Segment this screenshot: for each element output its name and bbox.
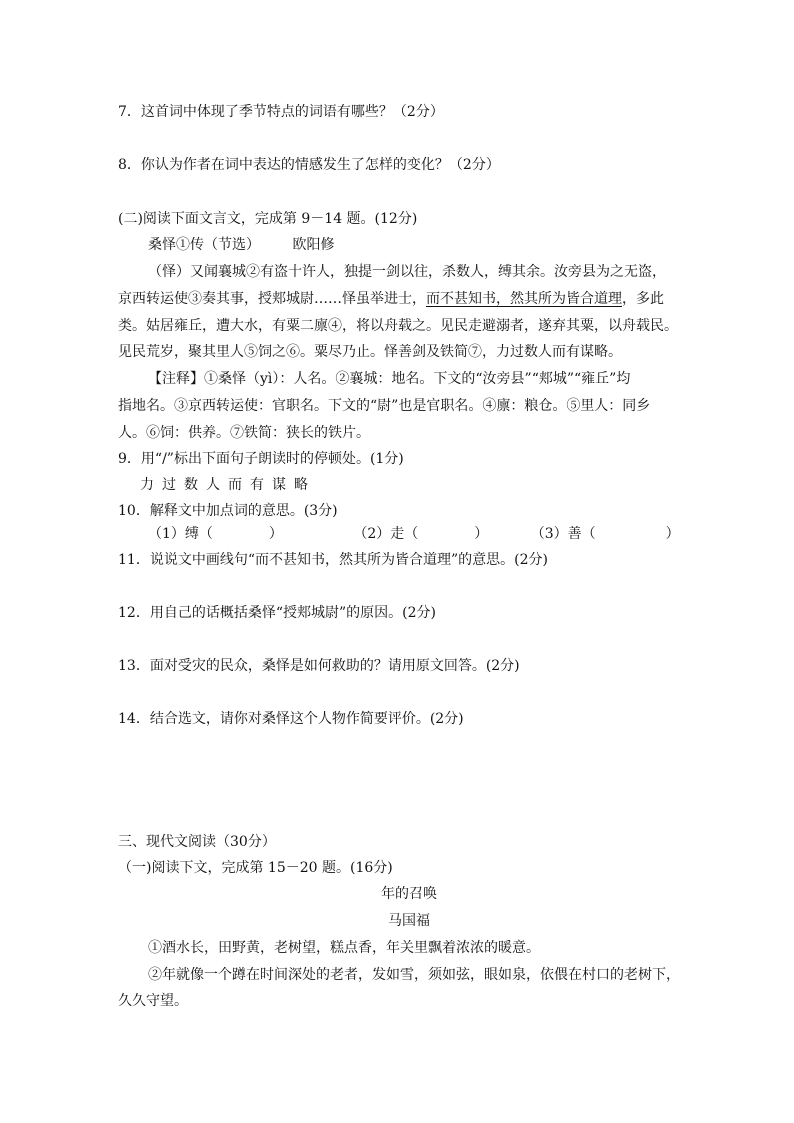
annotation-line: 【注释】①桑怿（yì）：人名。②襄城：地名。下文的“汝旁县”“郏城”“雍丘”均 xyxy=(148,371,631,387)
classical-text-line: 类。姑居雍丘，遭大水，有粟二廪④，将以舟载之。见民走避溺者，遂弃其粟，以舟载民。 xyxy=(118,318,678,334)
q10-item-1-label: （1）缚（ xyxy=(148,526,213,542)
classical-text-segment: ，多此 xyxy=(622,291,664,307)
underlined-sentence: 而不甚知书，然其所为皆合道理 xyxy=(426,291,622,307)
question-9: 9．用“/”标出下面句子朗读时的停顿处。(1分) xyxy=(118,451,404,467)
q10-item-3-label: （3）善（ xyxy=(530,526,596,542)
question-12: 12．用自己的话概括桑怿“授郏城尉”的原因。(2分) xyxy=(118,605,436,621)
essay-title: 年的召唤 xyxy=(381,886,437,902)
q10-item-1-close: ） xyxy=(268,526,283,542)
annotation-line: 人。⑥饲：供养。⑦铁简：狭长的铁片。 xyxy=(118,425,370,441)
essay-paragraph-2-line: 久久守望。 xyxy=(118,993,188,1009)
classical-text-line xyxy=(118,289,664,309)
question-13: 13．面对受灾的民众，桑怿是如何救助的？请用原文回答。(2分) xyxy=(118,658,520,674)
classical-text-line: 见民荒岁，聚其里人⑤饲之⑥。粟尽乃止。怿善剑及铁简⑦，力过数人而有谋略。 xyxy=(118,344,622,360)
annotation-line: 指地名。③京西转运使：官职名。下文的“尉”也是官职名。④廪：粮仓。⑤里人：同乡 xyxy=(118,398,651,414)
question-9-sentence: 力过数人而有谋略 xyxy=(140,477,316,493)
section2-heading: (二)阅读下面文言文，完成第 9－14 题。(12分) xyxy=(118,211,418,227)
classical-author: 欧阳修 xyxy=(292,237,335,253)
question-14: 14．结合选文，请你对桑怿这个人物作简要评价。(2分) xyxy=(118,711,464,727)
question-11: 11．说说文中画线句“而不甚知书，然其所为皆合道理”的意思。(2分) xyxy=(118,552,548,568)
question-8: 8．你认为作者在词中表达的情感发生了怎样的变化？（2分） xyxy=(118,157,500,173)
classical-title: 桑怿①传（节选） xyxy=(148,237,260,253)
q10-item-2-close: ） xyxy=(474,526,489,542)
q10-item-2-label: （2）走（ xyxy=(353,526,419,542)
classical-title-line xyxy=(148,235,334,255)
classical-text-line: （怿）又闻襄城②有盗十许人，独提一剑以往，杀数人，缚其余。汝旁县为之无盗， xyxy=(148,264,666,280)
essay-author: 马国福 xyxy=(388,913,430,929)
q10-item-3-close: ） xyxy=(665,526,680,542)
question-10-answer-row xyxy=(148,524,680,544)
section3-heading: 三、现代文阅读（30分） xyxy=(118,834,276,850)
question-10: 10．解释文中加点词的意思。(3分) xyxy=(118,503,338,519)
question-7: 7．这首词中体现了季节特点的词语有哪些？（2分） xyxy=(118,104,444,120)
classical-text-segment: 京西转运使③奏其事，授郏城尉……怿虽举进士， xyxy=(118,291,426,307)
section3-sub-heading: （一)阅读下文，完成第 15－20 题。(16分) xyxy=(118,860,393,876)
essay-paragraph-1: ①酒水长，田野黄，老树望，糕点香，年关里飘着浓浓的暖意。 xyxy=(148,940,540,956)
essay-paragraph-2-line: ②年就像一个蹲在时间深处的老者，发如雪，须如弦，眼如泉，依偎在村口的老树下， xyxy=(148,967,680,983)
